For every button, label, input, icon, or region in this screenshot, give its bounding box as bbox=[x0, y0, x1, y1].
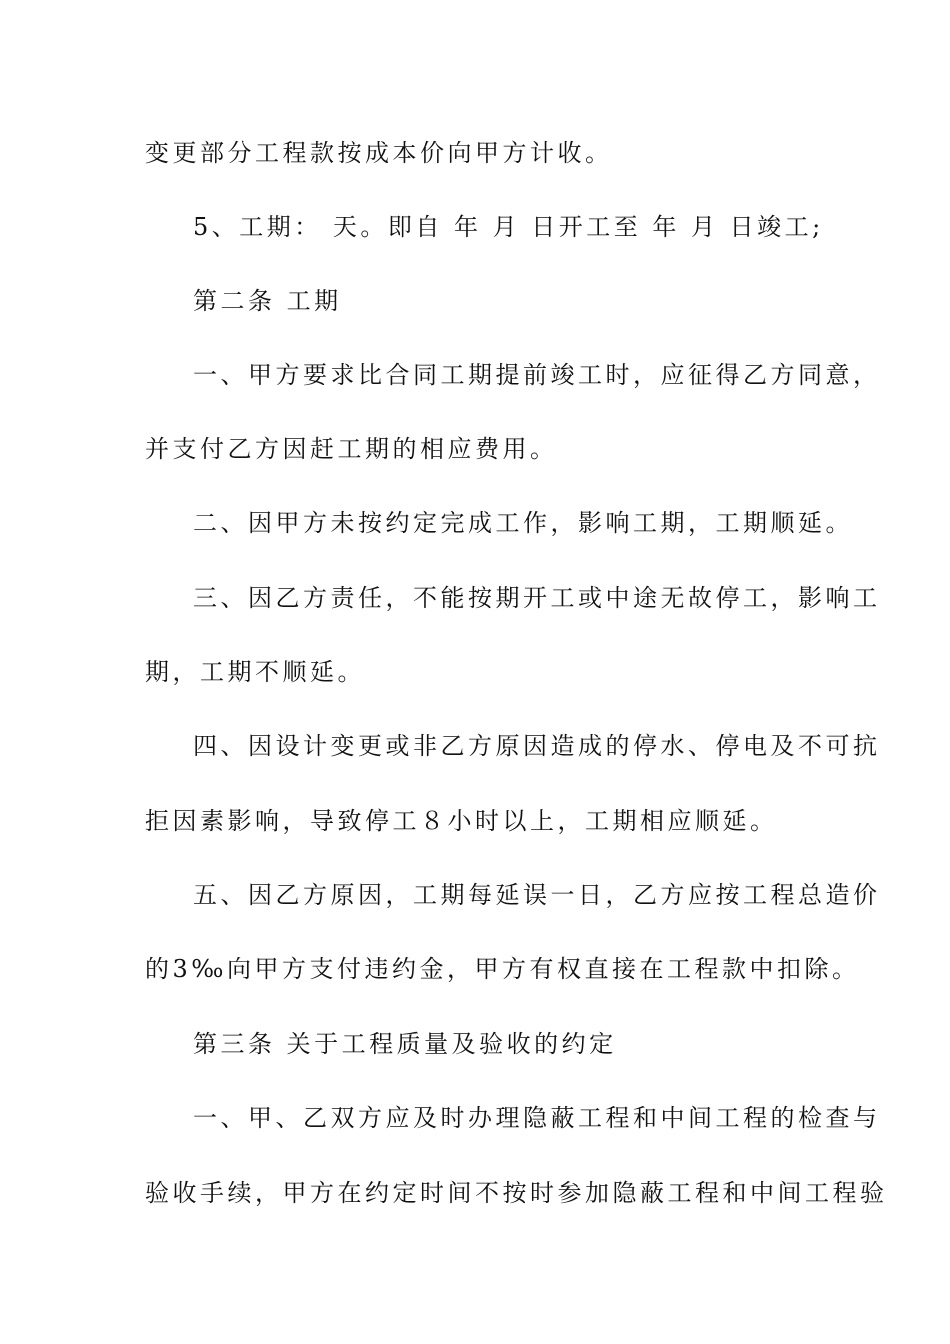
section-heading-article-3: 第三条 关于工程质量及验收的约定 bbox=[193, 1030, 617, 1058]
text-line-12: 的3‰向甲方支付违约金，甲方有权直接在工程款中扣除。 bbox=[145, 955, 860, 983]
text-line-2: 5、工期： 天。即自 年 月 日开工至 年 月 日竣工; bbox=[193, 213, 824, 241]
section-heading-article-2: 第二条 工期 bbox=[193, 287, 342, 315]
text-line-7: 三、因乙方责任，不能按期开工或中途无故停工，影响工 bbox=[193, 584, 881, 612]
text-line-10: 拒因素影响，导致停工８小时以上，工期相应顺延。 bbox=[145, 807, 778, 835]
text-line-1: 变更部分工程款按成本价向甲方计收。 bbox=[145, 139, 613, 167]
text-line-8: 期，工期不顺延。 bbox=[145, 658, 365, 686]
text-line-5: 并支付乙方因赶工期的相应费用。 bbox=[145, 435, 558, 463]
text-line-6: 二、因甲方未按约定完成工作，影响工期，工期顺延。 bbox=[193, 509, 853, 537]
text-line-9: 四、因设计变更或非乙方原因造成的停水、停电及不可抗 bbox=[193, 732, 881, 760]
text-line-14: 一、甲、乙双方应及时办理隐蔽工程和中间工程的检查与 bbox=[193, 1104, 881, 1132]
text-line-11: 五、因乙方原因，工期每延误一日，乙方应按工程总造价 bbox=[193, 881, 881, 909]
text-line-15: 验收手续，甲方在约定时间不按时参加隐蔽工程和中间工程验 bbox=[145, 1179, 888, 1207]
text-line-4: 一、甲方要求比合同工期提前竣工时，应征得乙方同意， bbox=[193, 361, 881, 389]
